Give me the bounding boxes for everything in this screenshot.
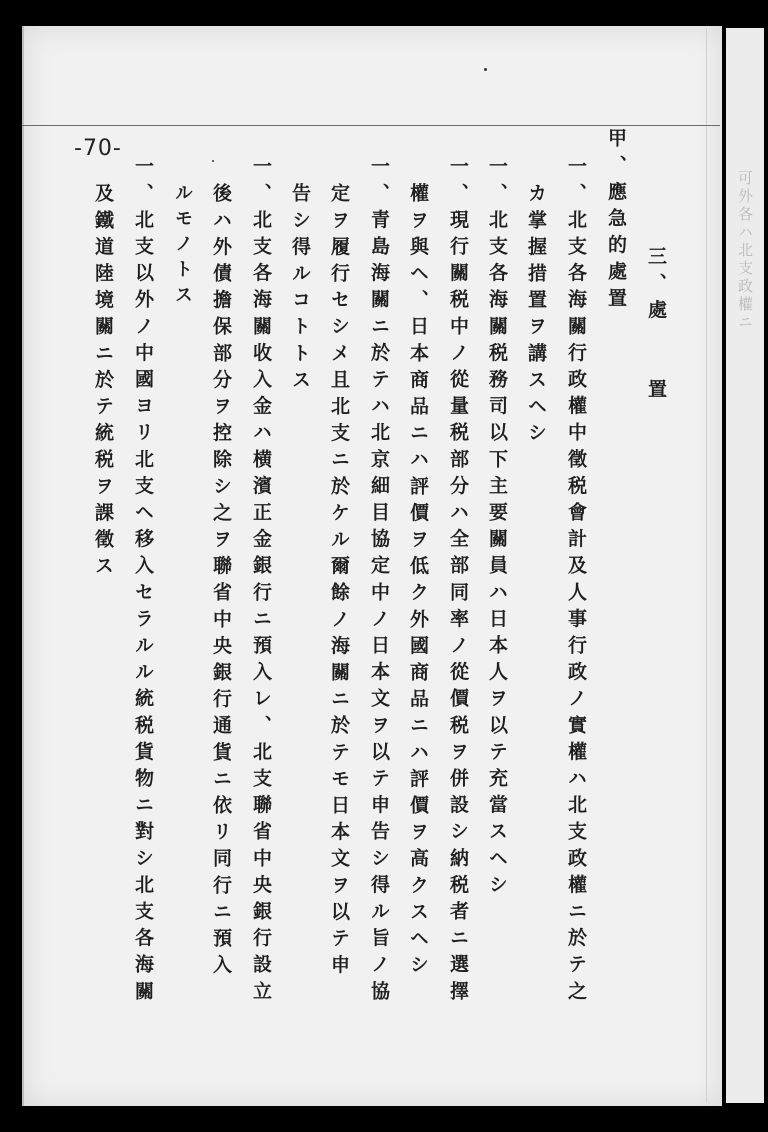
- text-column: 權ヲ與ヘ、日本商品ニハ評價ヲ低ク外國商品ニハ評價ヲ高クスヘシ: [407, 183, 429, 981]
- text-column: 一、北支各海關收入金ハ横濱正金銀行ニ預入レ、北支聯省中央銀行設立: [250, 156, 272, 1008]
- adjacent-page-ghost-text: 可外各ハ北支政權ニ: [736, 170, 754, 332]
- text-column: カ掌握措置ヲ講スヘシ: [525, 183, 547, 449]
- page-number: -70-: [74, 136, 122, 161]
- text-column: 一、北支各海關行政權中徵税會計及人事行政ノ實權ハ北支政權ニ於テ之: [565, 156, 587, 1008]
- subsection-heading: 甲、應急的處置: [605, 128, 627, 315]
- text-column: 及鐵道陸境關ニ於テ統税ヲ課徵ス: [92, 183, 114, 582]
- text-column: 一、北支以外ノ中國ヨリ北支ヘ移入セラルル統税貨物ニ對シ北支各海關: [132, 156, 154, 1008]
- paper-speck: [484, 68, 487, 71]
- text-column: 一、現行關税中ノ從量税部分ハ全部同率ノ從價税ヲ併設シ納税者ニ選擇: [447, 156, 469, 1008]
- text-column: 告シ得ルコトトス: [289, 183, 311, 396]
- section-heading: 三、處 置: [645, 246, 667, 406]
- page-fold-line: [706, 28, 707, 1103]
- text-column: ルモノトス: [172, 183, 193, 311]
- text-column: 一、青島海關ニ於テハ北京細目協定中ノ日本文ヲ以テ申告シ得ル旨ノ協: [368, 156, 390, 1008]
- text-column: 一、北支各海關税務司以下主要關員ハ日本人ヲ以テ充當スヘシ: [486, 156, 508, 901]
- header-rule-line: [22, 125, 720, 126]
- text-column: 後ハ外債擔保部分ヲ控除シ之ヲ聯省中央銀行通貨ニ依リ同行ニ預入: [210, 183, 232, 981]
- text-column: 定ヲ履行セシメ且北支ニ於ケル爾餘ノ海關ニ於テモ日本文ヲ以テ申: [328, 183, 350, 981]
